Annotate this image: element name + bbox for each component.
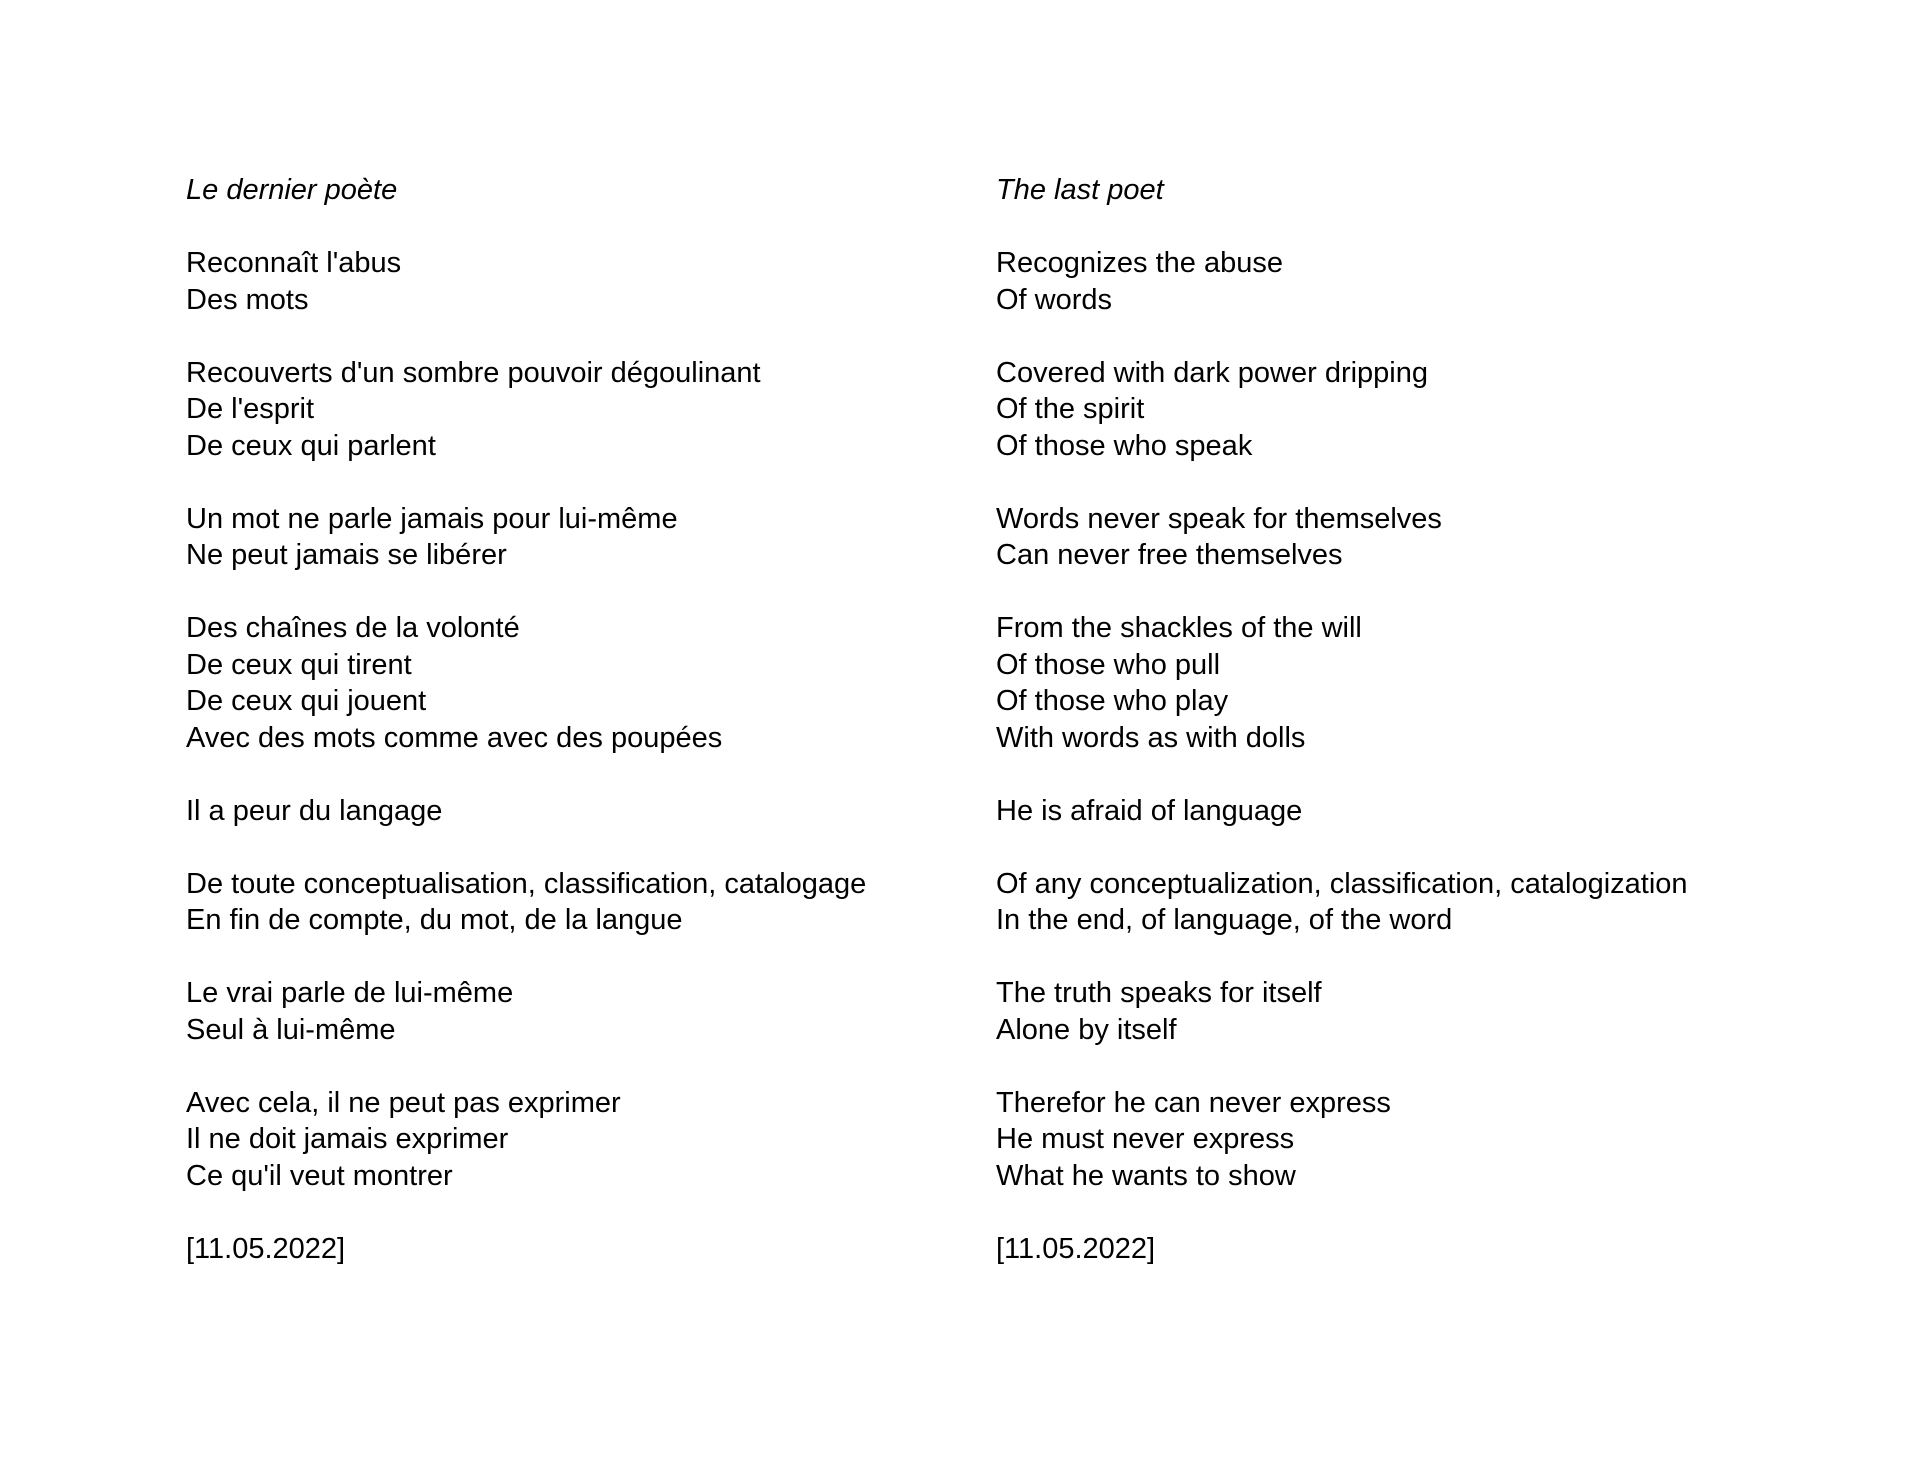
stanza — [186, 793, 986, 830]
stanza — [996, 355, 1896, 465]
poem-line: Recouverts d'un sombre pouvoir dégoulinant — [186, 356, 761, 389]
stanza — [996, 793, 1896, 830]
stanza — [186, 1085, 986, 1195]
poem-line: De ceux qui parlent — [186, 429, 436, 462]
poem-line: Words never speak for themselves — [996, 502, 1442, 535]
poem-line: Ne peut jamais se libérer — [186, 539, 507, 571]
poem-line: Il ne doit jamais exprimer — [186, 1123, 509, 1155]
poem-date-french: [11.05.2022] — [186, 1232, 346, 1265]
stanza — [186, 355, 986, 465]
stanza — [186, 866, 986, 939]
poem-line: Of those who pull — [996, 648, 1221, 681]
poem-line: Des chaînes de la volonté — [186, 612, 520, 644]
poem-line: Le vrai parle de lui-même — [186, 977, 514, 1009]
stanza — [186, 610, 986, 756]
poem-line: Of words — [996, 283, 1113, 316]
poem-line: Of those who play — [996, 685, 1229, 717]
poem-line: Des mots — [186, 283, 309, 316]
poem-line: Il a peur du langage — [186, 794, 443, 827]
poem-line: What he wants to show — [996, 1159, 1296, 1192]
poem-line: With words as with dolls — [996, 721, 1306, 754]
stanza — [186, 501, 986, 574]
poem-line: De toute conceptualisation, classification, catalogage — [186, 867, 867, 900]
poem-title-french: Le dernier poète — [186, 174, 398, 206]
poem-line: The truth speaks for itself — [996, 977, 1322, 1009]
stanza — [996, 501, 1896, 574]
poem-line: He must never express — [996, 1123, 1295, 1155]
stanza — [186, 245, 986, 318]
poem-line: Alone by itself — [996, 1013, 1177, 1046]
poem-line: Of any conceptualization, classification, catalogization — [996, 867, 1688, 900]
poem-line: De ceux qui tirent — [186, 648, 412, 681]
poem-title-english: The last poet — [996, 174, 1164, 206]
poem-line: Avec cela, il ne peut pas exprimer — [186, 1086, 621, 1119]
french-poem-column — [186, 172, 986, 1267]
poem-line: From the shackles of the will — [996, 612, 1362, 644]
poem-line: En fin de compte, du mot, de la langue — [186, 904, 683, 936]
poem-line: Recognizes the abuse — [996, 247, 1283, 279]
poem-line: He is afraid of language — [996, 794, 1303, 827]
stanza — [996, 245, 1896, 318]
stanza — [996, 975, 1896, 1048]
stanza — [996, 610, 1896, 756]
stanza — [186, 975, 986, 1048]
english-poem-column — [996, 172, 1896, 1267]
poem-line: De l'esprit — [186, 393, 315, 425]
poem-date-english: [11.05.2022] — [996, 1232, 1156, 1265]
stanza — [996, 866, 1896, 939]
poem-line: Seul à lui-même — [186, 1013, 396, 1046]
poem-line: In the end, of language, of the word — [996, 904, 1453, 936]
poem-line: Avec des mots comme avec des poupées — [186, 721, 723, 754]
poem-line: Of the spirit — [996, 393, 1145, 425]
poem-line: De ceux qui jouent — [186, 685, 427, 717]
poem-line: Covered with dark power dripping — [996, 356, 1428, 389]
stanza — [996, 1085, 1896, 1195]
poem-line: Can never free themselves — [996, 539, 1343, 571]
poem-line: Reconnaît l'abus — [186, 247, 402, 279]
poem-line: Ce qu'il veut montrer — [186, 1159, 453, 1192]
poem-line: Un mot ne parle jamais pour lui-même — [186, 502, 678, 535]
poem-line: Of those who speak — [996, 429, 1253, 462]
poem-line: Therefor he can never express — [996, 1086, 1391, 1119]
